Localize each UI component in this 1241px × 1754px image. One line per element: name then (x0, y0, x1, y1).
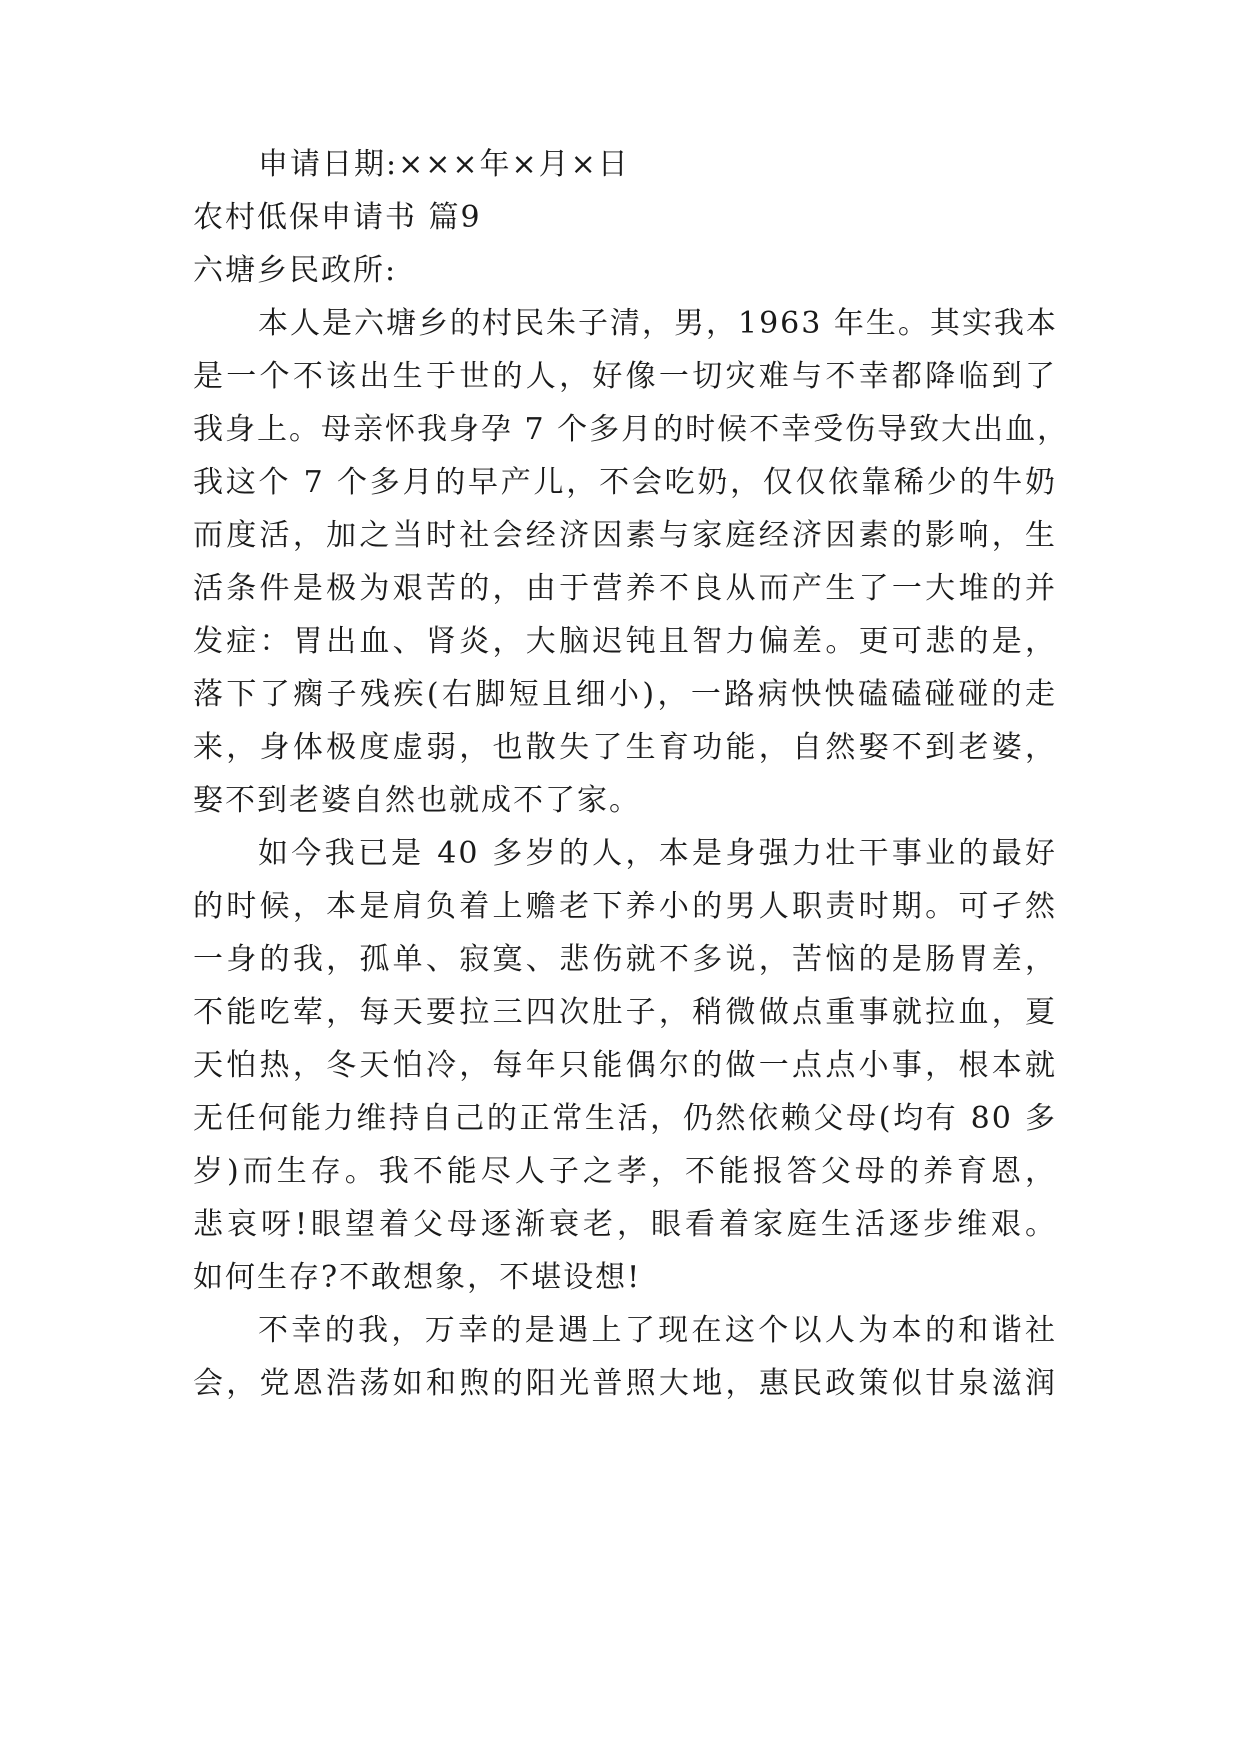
paragraph-line: 我这个 7 个多月的早产儿，不会吃奶，仅仅依靠稀少的牛奶 (193, 465, 1057, 500)
paragraph-line: 天怕热，冬天怕冷，每年只能偶尔的做一点点小事，根本就 (193, 1048, 1057, 1083)
paragraph-line: 岁)而生存。我不能尽人子之孝，不能报答父母的养育恩， (193, 1154, 1057, 1189)
document-title: 农村低保申请书 篇9 (193, 200, 482, 235)
paragraph-line: 的时候，本是肩负着上赡老下养小的男人职责时期。可孑然 (193, 889, 1057, 924)
salutation: 六塘乡民政所: (193, 253, 398, 288)
paragraph-line: 发症：胃出血、肾炎，大脑迟钝且智力偏差。更可悲的是， (193, 624, 1057, 659)
paragraph-line: 不能吃荤，每天要拉三四次肚子，稍微做点重事就拉血，夏 (193, 995, 1057, 1030)
paragraph-line: 无任何能力维持自己的正常生活，仍然依赖父母(均有 80 多 (193, 1101, 1057, 1136)
paragraph-line: 落下了瘸子残疾(右脚短且细小)，一路病怏怏磕磕碰碰的走 (193, 677, 1057, 712)
paragraph-line: 是一个不该出生于世的人，好像一切灾难与不幸都降临到了 (193, 359, 1057, 394)
paragraph-line: 如今我已是 40 多岁的人，本是身强力壮干事业的最好 (258, 836, 1057, 871)
application-date: 申请日期:×××年×月×日 (258, 147, 630, 182)
paragraph-line: 我身上。母亲怀我身孕 7 个多月的时候不幸受伤导致大出血， (193, 412, 1070, 447)
paragraph-line: 悲哀呀!眼望着父母逐渐衰老，眼看着家庭生活逐步维艰。 (193, 1207, 1057, 1242)
paragraph-line: 活条件是极为艰苦的，由于营养不良从而产生了一大堆的并 (193, 571, 1057, 606)
paragraph-line: 而度活，加之当时社会经济因素与家庭经济因素的影响，生 (193, 518, 1057, 553)
paragraph-line: 如何生存?不敢想象，不堪设想! (193, 1260, 642, 1295)
paragraph-line: 本人是六塘乡的村民朱子清，男，1963 年生。其实我本 (258, 306, 1058, 341)
paragraph-line: 来，身体极度虚弱，也散失了生育功能，自然娶不到老婆， (193, 730, 1057, 765)
paragraph-line: 不幸的我，万幸的是遇上了现在这个以人为本的和谐社 (258, 1313, 1057, 1348)
paragraph-line: 一身的我，孤单、寂寞、悲伤就不多说，苦恼的是肠胃差， (193, 942, 1057, 977)
paragraph-line: 娶不到老婆自然也就成不了家。 (193, 783, 641, 818)
paragraph-line: 会，党恩浩荡如和煦的阳光普照大地，惠民政策似甘泉滋润 (193, 1366, 1057, 1401)
